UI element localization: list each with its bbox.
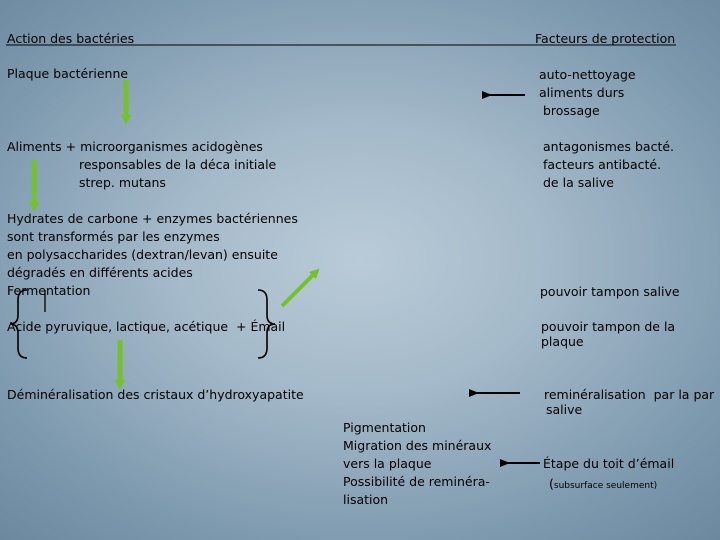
hydrates-line-3: en polysaccharides (dextran/levan) ensuite [7,247,278,262]
hydrates-line-2: sont transformés par les enzymes [7,229,220,244]
remineralisation-line-1: reminéralisation par la par [544,387,715,402]
center-line-1: Pigmentation [343,420,426,435]
header-left: Action des bactéries [7,31,135,46]
pouvoir-tampon-plaque-line-2: plaque [541,334,584,349]
hydrates-line-1: Hydrates de carbone + enzymes bactériennes [7,211,298,226]
antagonismes-line-2: facteurs antibacté. [543,157,662,172]
autonettoyage-line-3: brossage [539,103,600,118]
center-line-3: vers la plaque [343,456,432,471]
acide-line: Acide pyruvique, lactique, acétique + Émail [7,319,286,334]
center-line-5: lisation [343,492,389,507]
aliments-line-2: responsables de la déca initiale [79,157,277,172]
etape-toit-email: Étape du toit d’émail [543,456,675,471]
plaque-bacterienne: Plaque bactérienne [7,66,129,81]
demineralisation-line: Déminéralisation des cristaux d’hydroxyapatite [7,387,304,402]
autonettoyage-line-2: aliments durs [539,85,625,100]
pouvoir-tampon-salive: pouvoir tampon salive [540,284,680,299]
remineralisation-line-2: salive [546,402,583,417]
subsurface-note: (subsurface seulement) [549,476,658,491]
header-right: Facteurs de protection [535,31,676,46]
pouvoir-tampon-plaque-line-1: pouvoir tampon de la [541,319,676,334]
subsurface-text: subsurface seulement [553,481,654,491]
autonettoyage-line-1: auto-nettoyage [539,67,636,82]
antagonismes-line-1: antagonismes bacté. [543,139,675,154]
hydrates-line-4: dégradés en différents acides [7,265,193,280]
center-line-4: Possibilité de reminéra- [343,474,490,489]
aliments-line-1: Aliments + microorganismes acidogènes [7,139,263,154]
fermentation-label: Fermentation [7,283,91,298]
center-line-2: Migration des minéraux [343,438,492,453]
green-arrow-right [282,272,316,306]
antagonismes-line-3: de la salive [543,175,614,190]
aliments-line-3: strep. mutans [79,175,166,190]
